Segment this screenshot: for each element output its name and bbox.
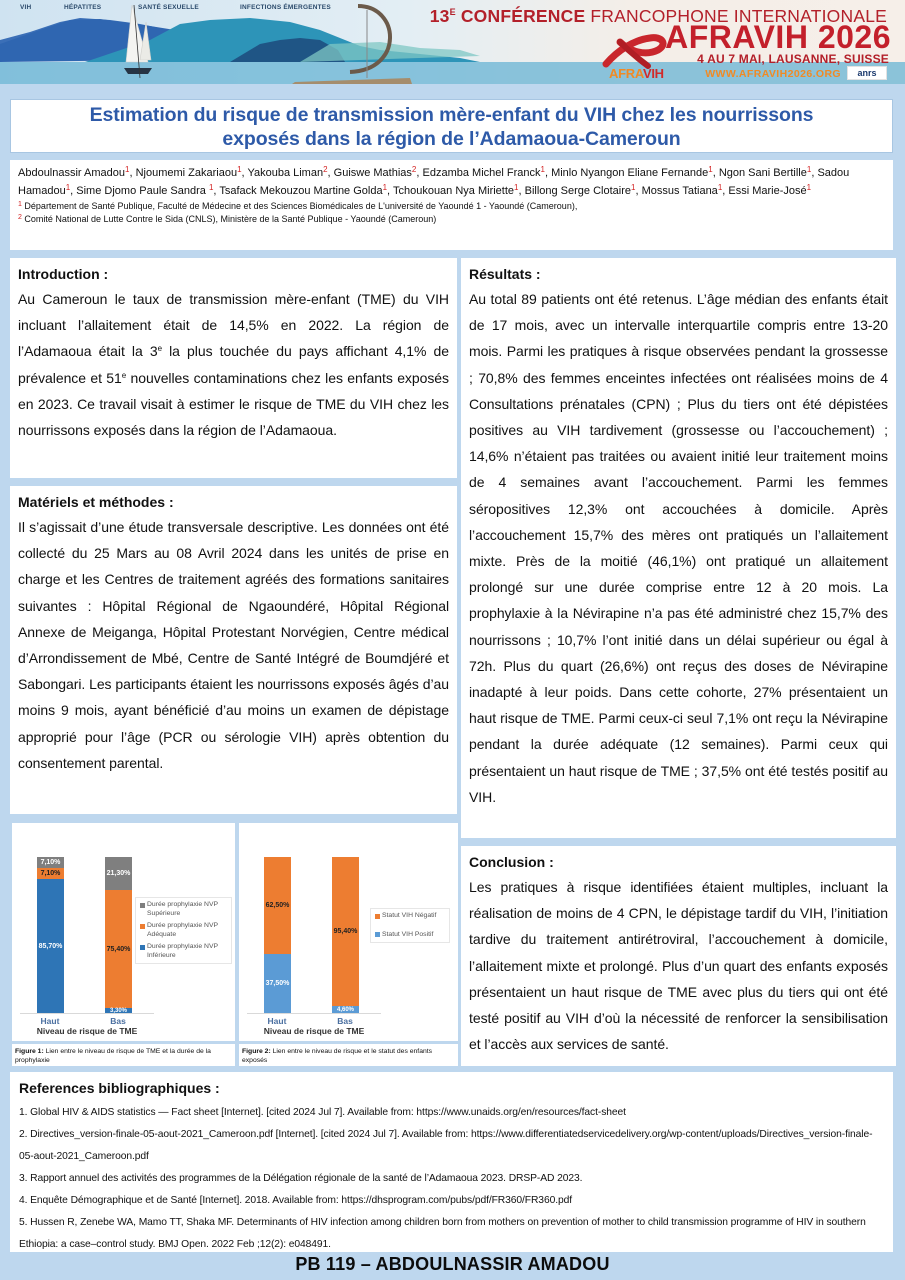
- segment-positif: 37,50%: [264, 954, 291, 1013]
- author: Ngon Sani Bertille$^1$,: [718, 165, 818, 179]
- x-axis-title: Niveau de risque de TME: [36, 1026, 138, 1036]
- x-axis-title: Niveau de risque de TME: [263, 1026, 365, 1036]
- category-label: Bas: [110, 1016, 126, 1026]
- x-axis: [247, 1013, 381, 1014]
- tag-sante-sexuelle: SANTÉ SEXUELLE: [138, 4, 199, 11]
- authors-panel: [10, 160, 893, 250]
- tag-hepatites: HÉPATITES: [64, 4, 102, 11]
- category-label: Bas: [337, 1016, 353, 1026]
- topic-tags: [20, 4, 331, 11]
- chart-legend: [370, 908, 450, 943]
- reference-item: 1. Global HIV & AIDS statistics — Fact sheet [Internet]. [cited 2024 Jul 7]. Available from: https://www.unaids.org/en/resources/fact-sheet: [19, 1107, 626, 1118]
- legend-swatch: [375, 914, 380, 919]
- introduction-section: [10, 258, 457, 478]
- conference-heading: $13^E$ CONFÉRENCE FRANCOPHONE INTERNATIONALE: [429, 6, 887, 26]
- segment-negatif: 95,40%: [332, 857, 359, 1006]
- conclusion-text: Les pratiques à risque identifiées étaient multiples, incluant la réalisation de moins de 4 CPN, le dépistage tardif du VIH, l’initiation tardive du traitement antirétroviral, l’accouchement à domicile, l’allaitement mixte et prolongé. Plus d’un quart des enfants exposés présentaient un haut risque de TME avec plus du tiers qui ont été testé positif au VIH d’où la nécessité de renforcer la sensibilisation et l’accès aux services de santé.: [469, 879, 888, 1053]
- anrs-logo: anrs: [847, 66, 887, 80]
- reference-item: 4. Enquête Démographique et de Santé [Internet]. 2018. Available from: https://dhsprogram.com/pubs/pdf/FR360/FR360.pdf: [19, 1195, 572, 1206]
- section-heading: Introduction :: [18, 266, 109, 282]
- legend-item: Durée prophylaxie NVP Inférieure: [140, 943, 227, 960]
- section-heading: Conclusion :: [469, 854, 554, 870]
- results-section: [461, 258, 896, 838]
- author-list: [18, 165, 885, 200]
- poster-title: Estimation du risque de transmission mère-enfant du VIH chez les nourrissons exposés dans la région de l’Adamaoua-Cameroun: [89, 104, 814, 150]
- author: Edzamba Michel Franck$^1$,: [422, 165, 552, 179]
- legend-item: Durée prophylaxie NVP Supérieure: [140, 901, 227, 918]
- references-section: [10, 1072, 893, 1252]
- methods-section: [10, 486, 457, 814]
- author: Njoumemi Zakariaou$^1$,: [135, 165, 248, 179]
- conference-banner: [0, 0, 905, 84]
- conclusion-section: [461, 846, 896, 1066]
- introduction-text: Au Cameroun le taux de transmission mère-enfant (TME) du VIH incluant l’allaitement était de 14,5% en 2022. La région de l’Adamaoua était la 3e la plus touchée du pays affichant 4,1% de prévalence et 51e nouvelles contaminations chez les enfants exposés en 2023. Ce travail visait à estimer le risque de TME du VIH chez les nourrissons exposés dans la région de l’Adamaoua.: [18, 291, 450, 439]
- section-heading: Résultats :: [469, 266, 541, 282]
- reference-item: 2. Directives_version-finale-05-aout-2021_Cameroon.pdf [Internet]. [cited 2024 Jul 7]. Available from: https://www.differentiatedservicedelivery.org/wp-content/uploads/Directives_version-finale-05-aout-2021_Cameroon.pdf: [19, 1129, 873, 1162]
- author: Tsafack Mekouzou Martine Golda$^1$,: [219, 182, 393, 197]
- conference-dates: 4 AU 7 MAI, LAUSANNE, SUISSE: [697, 52, 889, 66]
- segment-adequate: 7,10%: [37, 868, 64, 879]
- results-text: Au total 89 patients ont été retenus. L’âge médian des enfants était de 17 mois, avec un intervalle interquartile compris entre 13-20 mois. Parmi les pratiques à risque observées pendant la grossesse ; 70,8% des femmes enceintes infectées ont réalisées moins de 4 Consultations prénatales (CPN) ; Plus du tiers ont été dépistées positives au VIH tardivement (grossesse ou l’accouchement) ; 14,6% n’étaient pas traitées ou avaient initié leur traitement moins de 4 semaines avant l’accouchement. Parmi les femmes séropositives 12,3% ont accouchées à domicile. Après l’accouchement 15,7% des mères ont pratiqués un l’allaitement mixte. Près de la moitié (46,1%) ont pratiqué un allaitement prolongé sur une durée comprise entre 12 à 20 mois. La prophylaxie à la Névirapine n’a pas été administré chez 15,7% des nourrissons ; 10,7% l’ont initié dans un délai supérieur ou égal à 72h. Plus du quart (26,6%) ont reçus des doses de Névirapine inadapté à leur poids. Dans cette cohorte, 27% présentaient un haut risque de TME. Parmi ceux-ci seul 7,1% ont reçu la Névirapine pendant la durée adéquate (12 semaines). Parmi ceux qui présentaient un haut risque de TME ; 37,5% ont été testés positif au VIH.: [469, 291, 888, 805]
- conference-name: AFRAVIH 2026: [665, 19, 891, 55]
- author: Guiswe Mathias$^2$,: [333, 165, 423, 179]
- conference-website-link[interactable]: WWW.AFRAVIH2026.ORG: [705, 68, 841, 80]
- segment-adequate: 75,40%: [105, 890, 132, 1008]
- section-heading: References bibliographiques :: [19, 1080, 220, 1096]
- segment-positif: 4,60%: [332, 1006, 359, 1013]
- afravih-logo-text: AFRAVIH: [609, 66, 664, 81]
- affiliation: $^1$ Département de Santé Publique, Faculté de Médecine et des Sciences Biomédicales de L'université de Yaoundé 1 - Yaoundé (Cameroun),: [18, 201, 578, 211]
- figure-2-chart: [239, 823, 458, 1041]
- reference-item: 3. Rapport annuel des activités des programmes de la Délégation régionale de la santé de l’Adamaoua 2023. DRSP-AD 2023.: [19, 1173, 583, 1184]
- legend-swatch: [375, 932, 380, 937]
- bar-haut: [264, 857, 291, 1013]
- legend-item: Statut VIH Négatif: [375, 912, 445, 921]
- author: Billong Serge Clotaire$^1$,: [524, 182, 642, 197]
- author: Essi Marie-José$^1$: [728, 182, 812, 197]
- methods-text: Il s’agissait d’une étude transversale descriptive. Les données ont été collecté du 25 Mars au 08 Avril 2024 dans les unités de prise en charge et les Centres de traitement agréés des formations sanitaires suivantes : Hôpital Régional de Ngaoundéré, Hôpital Régional Annexe de Meiganga, Hôpital Protestant Norvégien, Centre médical d’Arrondissement de Mbé, Centre de Santé Intégré de Boumdjéré et Sabongari. Les participants étaient les nourrissons exposés âgés d’au moins 9 mois, ayant bénéficié d’au moins un examen de dépistage approprié pour l’âge (PCR ou sérologie VIH) après obtention du consentement parental.: [18, 519, 449, 771]
- category-label: Haut: [267, 1016, 287, 1026]
- legend-swatch: [140, 945, 145, 950]
- author: Abdoulnassir Amadou$^1$,: [18, 165, 136, 179]
- bar-bas: [332, 857, 359, 1013]
- bar-haut: [37, 857, 64, 1013]
- author: Sime Djomo Paule Sandra $^1$,: [76, 182, 220, 197]
- segment-negatif: 62,50%: [264, 857, 291, 954]
- segment-superieure: 21,30%: [105, 857, 132, 890]
- figure-1-caption: Figure 1: Lien entre le niveau de risque de TME et la durée de la prophylaxie: [12, 1044, 235, 1066]
- author: Yakouba Liman$^2$,: [247, 165, 334, 179]
- chart-legend: [135, 897, 232, 964]
- tag-vih: VIH: [20, 4, 32, 11]
- author: Minlo Nyangon Eliane Fernande$^1$,: [551, 165, 719, 179]
- poster-title-panel: [10, 99, 893, 153]
- segment-superieure: 7,10%: [37, 857, 64, 868]
- figure-2-caption: Figure 2: Lien entre le niveau de risque et le statut des enfants exposés: [239, 1044, 458, 1066]
- legend-item: Durée prophylaxie NVP Adéquate: [140, 922, 227, 939]
- author: Sadou Hamadou$^1$,: [18, 167, 850, 197]
- segment-inferieure: 3,30%: [105, 1008, 132, 1013]
- affiliation: $^2$ Comité National de Lutte Contre le Sida (CNLS), Ministère de la Santé Publique - Yaoundé (Cameroun): [18, 214, 437, 224]
- x-axis: [20, 1013, 154, 1014]
- section-heading: Matériels et méthodes :: [18, 494, 174, 510]
- author: Mossus Tatiana$^1$,: [641, 182, 729, 197]
- segment-inferieure: 85,70%: [37, 879, 64, 1013]
- poster-id-footer: PB 119 – ABDOULNASSIR AMADOU: [295, 1254, 610, 1274]
- legend-swatch: [140, 924, 145, 929]
- bar-bas: [105, 857, 132, 1013]
- legend-swatch: [140, 903, 145, 908]
- legend-item: Statut VIH Positif: [375, 931, 445, 940]
- author: Tchoukouan Nya Miriette$^1$,: [392, 182, 525, 197]
- reference-item: 5. Hussen R, Zenebe WA, Mamo TT, Shaka MF. Determinants of HIV infection among children born from mothers on prevention of mother to child transmission programme of HIV in southern Ethiopia: a case–control study. BMJ Open. 2022 Feb ;12(2): e048491.: [19, 1217, 866, 1250]
- category-label: Haut: [40, 1016, 60, 1026]
- tag-infections-emergentes: INFECTIONS ÉMERGENTES: [240, 4, 331, 11]
- figure-1-chart: [12, 823, 235, 1041]
